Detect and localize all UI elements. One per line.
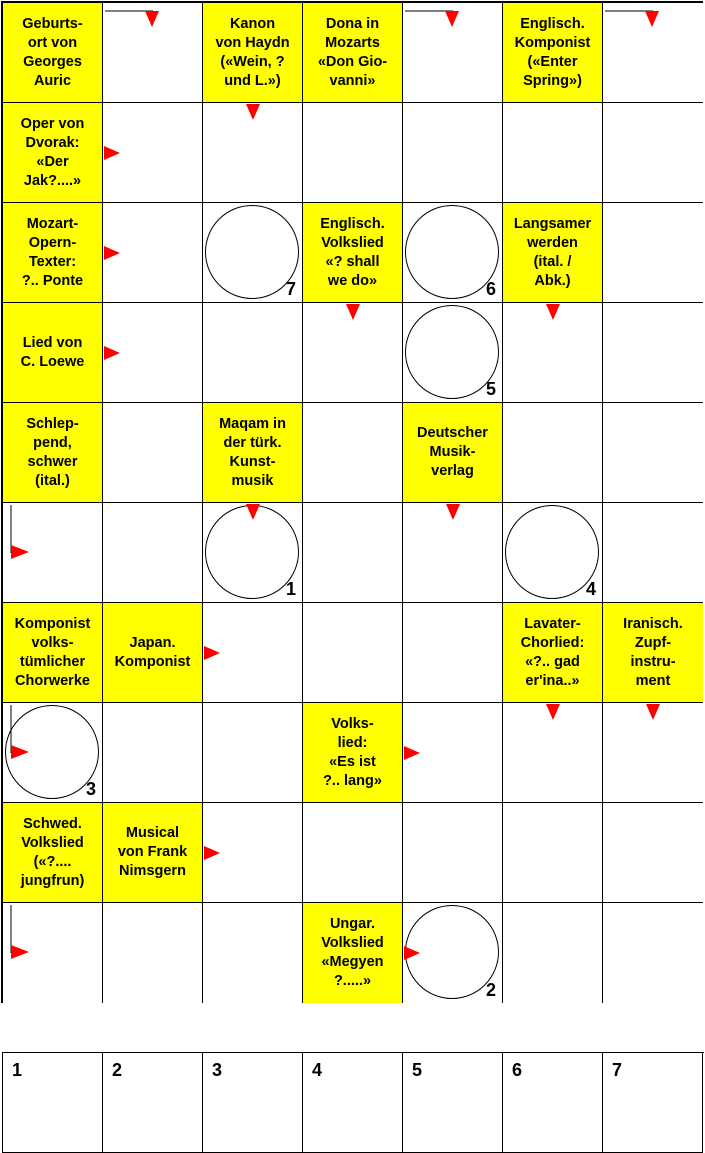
- answer-cell[interactable]: [303, 503, 403, 603]
- arrow-down-icon: [545, 303, 561, 321]
- clue-text: Kanon von Haydn («Wein, ? und L.»): [215, 15, 290, 89]
- clue-text: Englisch. Volkslied «? shall we do»: [320, 215, 385, 289]
- clue-cell: [603, 603, 703, 703]
- solution-number: 4: [585, 579, 596, 599]
- solution-box-number: 3: [212, 1060, 223, 1080]
- solution-box[interactable]: [603, 1053, 703, 1153]
- clue-text: Japan. Komponist: [114, 634, 191, 670]
- clue-text: Schwed. Volkslied («?.... jungfrun): [20, 815, 85, 889]
- answer-cell[interactable]: [603, 403, 703, 503]
- arrow-down-icon: [245, 103, 261, 121]
- answer-cell[interactable]: [103, 303, 203, 403]
- arrow-right-icon: [403, 745, 421, 761]
- clue-cell: [3, 403, 103, 503]
- answer-cell[interactable]: [203, 803, 303, 903]
- arrow-right-icon: [203, 845, 221, 861]
- clue-text: Langsamer werden (ital. / Abk.): [513, 215, 592, 289]
- solution-letter-cell[interactable]: [203, 203, 303, 303]
- solution-circle: [205, 205, 299, 299]
- solution-letter-cell[interactable]: [403, 903, 503, 1003]
- clue-cell: [303, 3, 403, 103]
- answer-cell[interactable]: [103, 3, 203, 103]
- answer-cell[interactable]: [3, 903, 103, 1003]
- answer-cell[interactable]: [103, 103, 203, 203]
- solution-box-number: 5: [412, 1060, 423, 1080]
- solution-circle: [405, 305, 499, 399]
- answer-cell[interactable]: [603, 803, 703, 903]
- answer-cell[interactable]: [203, 703, 303, 803]
- clue-text: Dona in Mozarts «Don Gio- vanni»: [317, 15, 388, 89]
- answer-cell[interactable]: [203, 603, 303, 703]
- solution-box-number: 4: [312, 1060, 323, 1080]
- arrow-down-icon: [445, 503, 461, 521]
- solution-circle: [405, 205, 499, 299]
- clue-text: Maqam in der türk. Kunst- musik: [219, 415, 286, 489]
- answer-cell[interactable]: [503, 803, 603, 903]
- arrow-right-icon: [103, 145, 121, 161]
- clue-text: Lavater- Chorlied: «?.. gad er'ina..»: [520, 615, 585, 689]
- clue-cell: [503, 603, 603, 703]
- corner-arrow-right-icon: [3, 703, 33, 763]
- solution-number: 3: [85, 779, 96, 799]
- solution-number: 7: [285, 279, 296, 299]
- crossword-grid: [1, 1, 703, 1003]
- clue-text: Lied von C. Loewe: [20, 334, 85, 370]
- clue-cell: [203, 3, 303, 103]
- clue-cell: [3, 803, 103, 903]
- solution-box[interactable]: [503, 1053, 603, 1153]
- clue-cell: [303, 203, 403, 303]
- answer-cell[interactable]: [603, 103, 703, 203]
- clue-cell: [103, 603, 203, 703]
- answer-cell[interactable]: [303, 303, 403, 403]
- arrow-down-icon: [645, 703, 661, 721]
- clue-text: Volks- lied: «Es ist ?.. lang»: [323, 715, 382, 789]
- corner-arrow-right-icon: [3, 503, 33, 563]
- clue-text: Komponist volks- tümlicher Chorwerke: [14, 615, 91, 689]
- answer-cell[interactable]: [103, 203, 203, 303]
- corner-arrow-down-icon: [103, 3, 163, 29]
- answer-cell[interactable]: [503, 703, 603, 803]
- answer-cell[interactable]: [203, 103, 303, 203]
- clue-text: Geburts- ort von Georges Auric: [22, 15, 83, 89]
- clue-text: Schlep- pend, schwer (ital.): [26, 415, 79, 489]
- answer-cell[interactable]: [403, 803, 503, 903]
- answer-cell[interactable]: [403, 703, 503, 803]
- arrow-right-icon: [203, 645, 221, 661]
- corner-arrow-down-icon: [403, 3, 463, 29]
- answer-cell[interactable]: [603, 903, 703, 1003]
- answer-cell[interactable]: [303, 403, 403, 503]
- solution-box-number: 2: [112, 1060, 123, 1080]
- clue-cell: [503, 203, 603, 303]
- answer-cell[interactable]: [303, 803, 403, 903]
- answer-cell[interactable]: [403, 103, 503, 203]
- clue-text: Iranisch. Zupf- instru- ment: [623, 615, 683, 689]
- corner-arrow-down-icon: [603, 3, 663, 29]
- solution-letter-cell[interactable]: [503, 503, 603, 603]
- solution-box-number: 1: [12, 1060, 23, 1080]
- solution-number: 2: [485, 980, 496, 1000]
- clue-cell: [103, 803, 203, 903]
- answer-cell[interactable]: [203, 303, 303, 403]
- answer-cell[interactable]: [503, 903, 603, 1003]
- answer-cell[interactable]: [103, 903, 203, 1003]
- clue-cell: [3, 203, 103, 303]
- arrow-down-icon: [345, 303, 361, 321]
- arrow-right-icon: [103, 345, 121, 361]
- solution-number: 5: [485, 379, 496, 399]
- answer-cell[interactable]: [403, 503, 503, 603]
- answer-cell[interactable]: [603, 303, 703, 403]
- solution-box-number: 7: [612, 1060, 623, 1080]
- clue-cell: [203, 403, 303, 503]
- clue-cell: [503, 3, 603, 103]
- solution-letter-cell[interactable]: [403, 303, 503, 403]
- clue-cell: [303, 703, 403, 803]
- answer-cell[interactable]: [503, 103, 603, 203]
- answer-cell[interactable]: [303, 103, 403, 203]
- answer-cell[interactable]: [203, 903, 303, 1003]
- clue-text: Englisch. Komponist («Enter Spring»): [514, 15, 591, 89]
- solution-box[interactable]: [3, 1053, 103, 1153]
- clue-cell: [3, 303, 103, 403]
- solution-box[interactable]: [303, 1053, 403, 1153]
- clue-text: Oper von Dvorak: «Der Jak?....»: [20, 115, 85, 189]
- answer-cell[interactable]: [603, 503, 703, 603]
- clue-cell: [3, 3, 103, 103]
- solution-box[interactable]: [403, 1053, 503, 1153]
- clue-text: Mozart- Opern- Texter: ?.. Ponte: [21, 215, 84, 289]
- solution-row: [2, 1052, 704, 1153]
- clue-text: Musical von Frank Nimsgern: [117, 825, 188, 879]
- solution-number: 1: [285, 579, 296, 599]
- solution-letter-cell[interactable]: [203, 503, 303, 603]
- answer-cell[interactable]: [103, 403, 203, 503]
- arrow-right-icon: [403, 945, 421, 961]
- arrow-down-icon: [245, 503, 261, 521]
- solution-circle: [505, 505, 599, 599]
- clue-cell: [3, 103, 103, 203]
- answer-cell[interactable]: [303, 603, 403, 703]
- clue-text: Deutscher Musik- verlag: [417, 425, 488, 479]
- solution-number: 6: [485, 279, 496, 299]
- answer-cell[interactable]: [603, 203, 703, 303]
- solution-box-number: 6: [512, 1060, 523, 1080]
- answer-cell[interactable]: [503, 303, 603, 403]
- arrow-down-icon: [545, 703, 561, 721]
- solution-letter-cell[interactable]: [3, 703, 103, 803]
- corner-arrow-right-icon: [3, 903, 33, 963]
- answer-cell[interactable]: [403, 3, 503, 103]
- answer-cell[interactable]: [403, 603, 503, 703]
- solution-letter-cell[interactable]: [403, 203, 503, 303]
- clue-cell: [303, 903, 403, 1003]
- answer-cell[interactable]: [103, 503, 203, 603]
- clue-cell: [3, 603, 103, 703]
- answer-cell[interactable]: [603, 703, 703, 803]
- answer-cell[interactable]: [503, 403, 603, 503]
- answer-cell[interactable]: [103, 703, 203, 803]
- answer-cell[interactable]: [603, 3, 703, 103]
- answer-cell[interactable]: [3, 503, 103, 603]
- clue-cell: [403, 403, 503, 503]
- clue-text: Ungar. Volkslied «Megyen ?.....»: [321, 916, 384, 989]
- solution-box[interactable]: [103, 1053, 203, 1153]
- arrow-right-icon: [103, 245, 121, 261]
- solution-box[interactable]: [203, 1053, 303, 1153]
